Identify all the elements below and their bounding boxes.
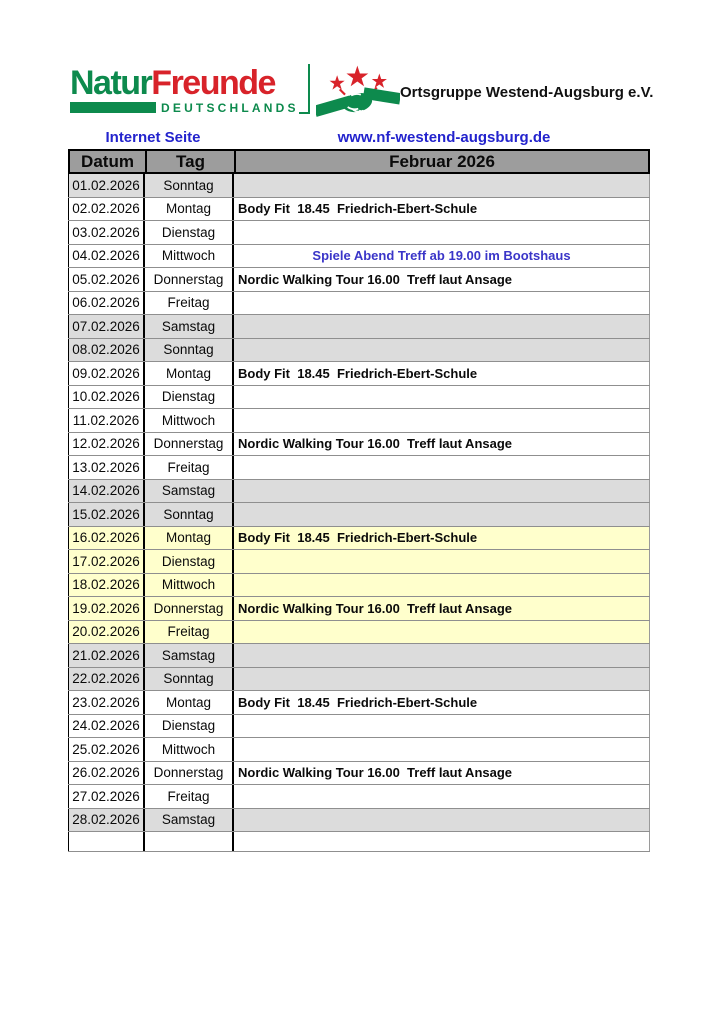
event-cell: Nordic Walking Tour 16.00 Treff laut Ansage (234, 268, 650, 291)
table-row (68, 433, 650, 457)
event-cell (234, 644, 650, 667)
day-cell: Freitag (145, 785, 234, 808)
date-cell: 02.02.2026 (68, 198, 145, 221)
date-cell: 26.02.2026 (68, 762, 145, 785)
day-cell: Montag (145, 362, 234, 385)
day-cell: Dienstag (145, 221, 234, 244)
day-cell: Dienstag (145, 715, 234, 738)
date-cell (68, 832, 145, 851)
day-cell: Samstag (145, 480, 234, 503)
event-cell: Body Fit 18.45 Friedrich-Ebert-Schule (234, 691, 650, 714)
event-cell (234, 315, 650, 338)
table-row (68, 315, 650, 339)
date-cell: 11.02.2026 (68, 409, 145, 432)
day-cell: Mittwoch (145, 409, 234, 432)
column-header-month: Februar 2026 (389, 151, 495, 171)
date-cell: 27.02.2026 (68, 785, 145, 808)
event-cell (234, 174, 650, 197)
event-cell (234, 386, 650, 409)
day-cell: Freitag (145, 621, 234, 644)
date-cell: 05.02.2026 (68, 268, 145, 291)
day-cell: Sonntag (145, 174, 234, 197)
event-cell (234, 738, 650, 761)
table-row (68, 597, 650, 621)
day-cell: Mittwoch (145, 245, 234, 268)
table-row (68, 668, 650, 692)
table-row (68, 362, 650, 386)
day-cell: Montag (145, 691, 234, 714)
date-cell: 19.02.2026 (68, 597, 145, 620)
day-cell: Dienstag (145, 550, 234, 573)
date-cell: 15.02.2026 (68, 503, 145, 526)
event-cell (234, 668, 650, 691)
table-row (68, 174, 650, 198)
event-cell (234, 550, 650, 573)
day-cell: Mittwoch (145, 574, 234, 597)
table-row (68, 527, 650, 551)
day-cell: Donnerstag (145, 597, 234, 620)
table-row (68, 738, 650, 762)
day-cell: Samstag (145, 809, 234, 832)
table-row (68, 339, 650, 363)
logo-wordmark (70, 60, 299, 114)
event-cell (234, 339, 650, 362)
date-cell: 16.02.2026 (68, 527, 145, 550)
date-cell: 22.02.2026 (68, 668, 145, 691)
internet-seite-label: Internet Seite (105, 129, 201, 146)
date-cell: 10.02.2026 (68, 386, 145, 409)
table-row (68, 715, 650, 739)
date-cell: 04.02.2026 (68, 245, 145, 268)
date-cell: 14.02.2026 (68, 480, 145, 503)
day-cell: Montag (145, 198, 234, 221)
event-cell (234, 621, 650, 644)
day-cell: Freitag (145, 292, 234, 315)
table-row (68, 691, 650, 715)
event-cell: Nordic Walking Tour 16.00 Treff laut Ansage (234, 433, 650, 456)
day-cell: Freitag (145, 456, 234, 479)
column-header-tag: Tag (147, 151, 236, 172)
table-row (68, 809, 650, 833)
logo-divider-line (299, 64, 310, 114)
day-cell: Mittwoch (145, 738, 234, 761)
table-row (68, 198, 650, 222)
day-cell: Donnerstag (145, 433, 234, 456)
table-body (68, 174, 650, 852)
date-cell: 06.02.2026 (68, 292, 145, 315)
table-row (68, 386, 650, 410)
logo-word-natur: Natur (70, 64, 152, 102)
logo-subtitle: DEUTSCHLANDS (161, 100, 299, 115)
logo-subtitle-row (70, 101, 299, 114)
day-cell (145, 832, 234, 851)
naturfreunde-logo (70, 60, 400, 124)
table-header-row (68, 149, 650, 174)
day-cell: Dienstag (145, 386, 234, 409)
event-cell: Body Fit 18.45 Friedrich-Ebert-Schule (234, 527, 650, 550)
event-cell: Body Fit 18.45 Friedrich-Ebert-Schule (234, 362, 650, 385)
event-cell (234, 480, 650, 503)
february-schedule-table (68, 149, 650, 852)
event-cell (234, 785, 650, 808)
table-row (68, 785, 650, 809)
table-row (68, 644, 650, 668)
day-cell: Montag (145, 527, 234, 550)
internet-row (68, 129, 650, 146)
date-cell: 20.02.2026 (68, 621, 145, 644)
table-row (68, 268, 650, 292)
day-cell: Samstag (145, 644, 234, 667)
event-cell (234, 456, 650, 479)
table-row (68, 762, 650, 786)
event-cell (234, 809, 650, 832)
date-cell: 23.02.2026 (68, 691, 145, 714)
handshake-flowers-icon (316, 62, 400, 122)
date-cell: 03.02.2026 (68, 221, 145, 244)
table-row (68, 221, 650, 245)
event-cell (234, 832, 650, 851)
event-cell (234, 221, 650, 244)
day-cell: Donnerstag (145, 762, 234, 785)
date-cell: 24.02.2026 (68, 715, 145, 738)
website-link[interactable]: www.nf-westend-augsburg.de (337, 129, 551, 146)
table-row (68, 292, 650, 316)
date-cell: 25.02.2026 (68, 738, 145, 761)
logo-word-freunde: Freunde (151, 64, 275, 102)
table-row (68, 480, 650, 504)
table-row (68, 621, 650, 645)
table-row (68, 503, 650, 527)
event-cell: Spiele Abend Treff ab 19.00 im Bootshaus (234, 245, 650, 268)
date-cell: 13.02.2026 (68, 456, 145, 479)
table-row (68, 456, 650, 480)
table-row (68, 409, 650, 433)
date-cell: 18.02.2026 (68, 574, 145, 597)
date-cell: 21.02.2026 (68, 644, 145, 667)
column-header-datum: Datum (70, 151, 147, 172)
date-cell: 09.02.2026 (68, 362, 145, 385)
date-cell: 01.02.2026 (68, 174, 145, 197)
day-cell: Donnerstag (145, 268, 234, 291)
event-cell: Body Fit 18.45 Friedrich-Ebert-Schule (234, 198, 650, 221)
date-cell: 12.02.2026 (68, 433, 145, 456)
day-cell: Sonntag (145, 503, 234, 526)
day-cell: Samstag (145, 315, 234, 338)
event-cell (234, 503, 650, 526)
table-row (68, 574, 650, 598)
table-row (68, 245, 650, 269)
date-cell: 28.02.2026 (68, 809, 145, 832)
event-cell: Nordic Walking Tour 16.00 Treff laut Ansage (234, 762, 650, 785)
date-cell: 08.02.2026 (68, 339, 145, 362)
logo-title (70, 66, 299, 100)
date-cell: 17.02.2026 (68, 550, 145, 573)
event-cell (234, 292, 650, 315)
event-cell: Nordic Walking Tour 16.00 Treff laut Ansage (234, 597, 650, 620)
day-cell: Sonntag (145, 339, 234, 362)
event-cell (234, 715, 650, 738)
org-name: Ortsgruppe Westend-Augsburg e.V. (400, 84, 654, 101)
table-row (68, 832, 650, 852)
day-cell: Sonntag (145, 668, 234, 691)
date-cell: 07.02.2026 (68, 315, 145, 338)
logo-green-bar (70, 102, 156, 113)
event-cell (234, 409, 650, 432)
table-row (68, 550, 650, 574)
event-cell (234, 574, 650, 597)
